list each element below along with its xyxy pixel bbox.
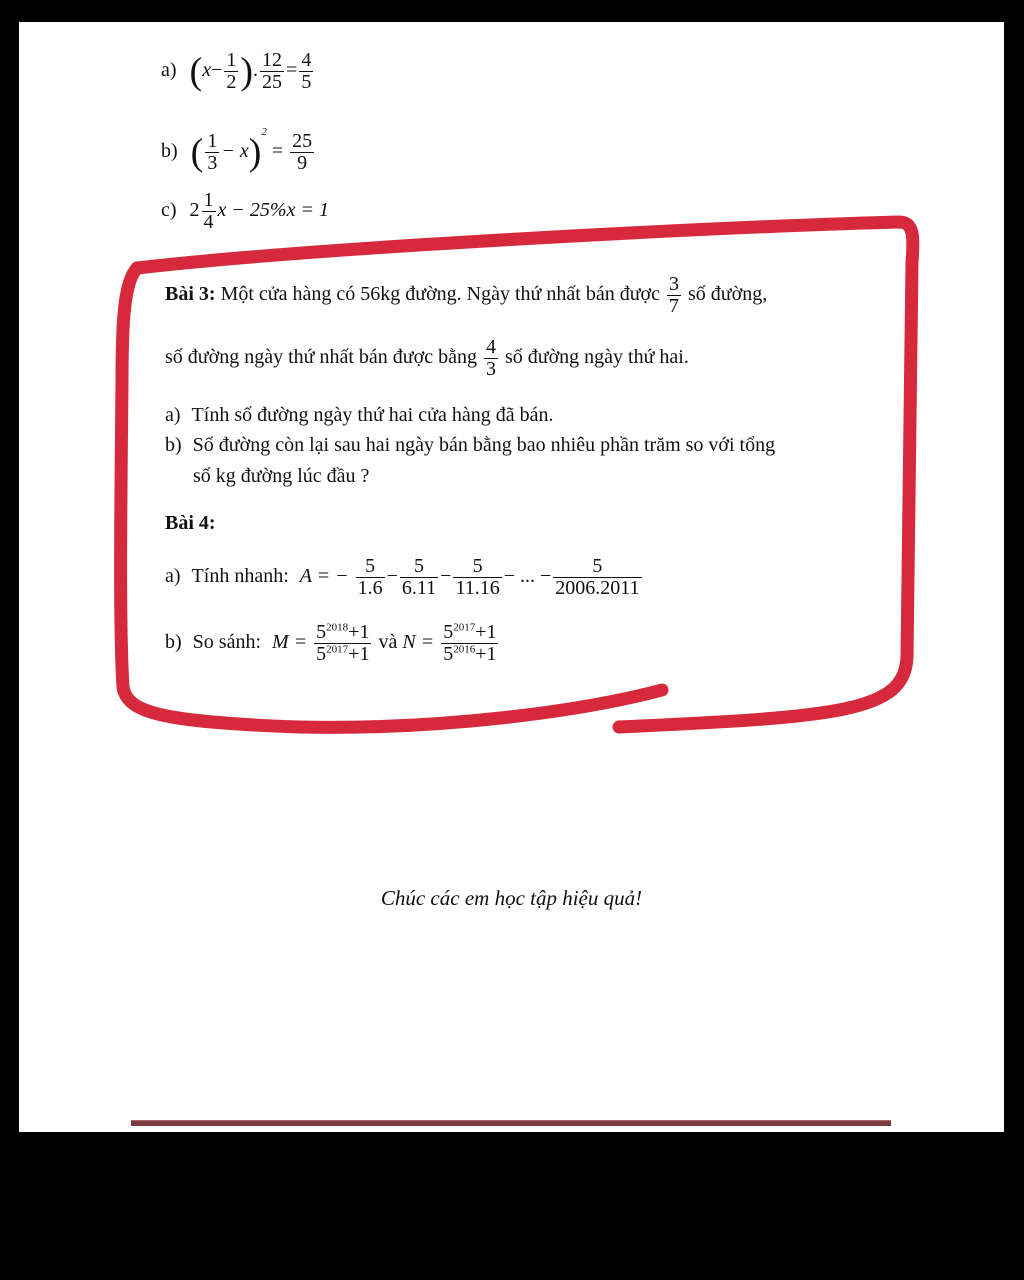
bai3-question-b-cont — [193, 465, 369, 488]
bai4-question-a — [165, 556, 644, 599]
question-text: So sánh: — [192, 631, 262, 654]
plus-one: +1 — [348, 621, 370, 643]
exercise-part-a: a) (x− $\frac{1}{2}$ ). $\frac{12}{25}$ = $\frac{4}{5}$ — [161, 49, 312, 93]
frac-num: 5 — [400, 556, 438, 578]
frac-den: 1.6 — [357, 577, 383, 599]
equals: = — [286, 59, 298, 82]
frac-den: 2006.2011 — [555, 577, 640, 599]
question-text: Số đường còn lại sau hai ngày bán bằng bao nhiêu phần trăm so với tổng — [192, 434, 776, 456]
M-lhs: M = — [272, 631, 308, 654]
bai3-line1 — [165, 274, 767, 317]
frac-num: 1 — [203, 189, 214, 211]
part-label: b) — [165, 631, 182, 654]
part-label: b) — [161, 140, 178, 162]
minus-x: − x — [221, 140, 249, 162]
ellipsis: − ... − — [503, 565, 552, 588]
frac-den: 3 — [207, 151, 218, 174]
exponent: 2 — [261, 126, 267, 138]
conjunction: và — [378, 631, 398, 654]
part-label: b) — [165, 434, 182, 456]
question-text: số kg đường lúc đầu ? — [193, 465, 370, 487]
minus-sign: − — [440, 565, 452, 588]
frac-den: 2 — [226, 71, 237, 93]
N-lhs: N = — [402, 631, 435, 654]
base: 5 — [316, 643, 327, 665]
bai3-question-a — [165, 404, 553, 427]
base: 5 — [316, 621, 327, 643]
bai3-title: Bài 3: — [165, 283, 216, 306]
frac-den: 11.16 — [455, 577, 500, 599]
frac-num: 4 — [301, 49, 312, 71]
frac-den: 7 — [669, 295, 679, 317]
bai3-text: số đường, — [688, 283, 768, 306]
part-label: c) — [161, 199, 177, 222]
bai4-title: Bài 4: — [165, 512, 216, 534]
frac-num: 3 — [669, 273, 679, 295]
exercise-part-b: b) ( $\frac{1}{3}$ − x)$^2$ = $\frac{25}{9}$ — [161, 126, 313, 174]
red-highlight-outline — [19, 22, 1004, 782]
dot: . — [253, 59, 259, 82]
bai3-line2 — [165, 337, 689, 380]
part-label: a) — [165, 565, 181, 588]
minus-sign: − — [386, 565, 398, 588]
plus-one: +1 — [475, 643, 497, 665]
frac-den: 3 — [485, 358, 496, 380]
plus-one: +1 — [348, 643, 370, 665]
frac-num: 5 — [356, 556, 385, 578]
closing-message: Chúc các em học tập hiệu quả! — [380, 886, 643, 910]
plus-one: +1 — [475, 621, 497, 643]
minus-sign: − — [211, 59, 223, 82]
frac-num: 25 — [292, 129, 313, 152]
part-label: a) — [161, 59, 177, 82]
exponent: 2018 — [326, 621, 349, 634]
frac-num: 5 — [453, 556, 501, 578]
frac-den: 5 — [301, 71, 312, 93]
question-text: Tính số đường ngày thứ hai cửa hàng đã bán. — [191, 404, 554, 426]
frac-num: 1 — [207, 129, 218, 152]
exponent: 2017 — [326, 643, 349, 656]
part-label: a) — [165, 404, 181, 426]
frac-den: 9 — [297, 151, 308, 174]
bai4-question-b — [165, 622, 500, 665]
document-page — [19, 22, 1004, 1132]
A-lhs: A = − — [299, 565, 349, 588]
frac-num: 1 — [226, 49, 237, 71]
frac-den: 25 — [262, 71, 283, 93]
frac-num: 4 — [485, 336, 496, 358]
base: 5 — [443, 621, 454, 643]
footer-rule — [131, 1120, 891, 1126]
equals: = — [271, 140, 284, 162]
frac-den: 4 — [203, 211, 214, 233]
frac-num: 12 — [262, 49, 283, 71]
bai3-question-b — [165, 434, 775, 457]
question-text: Tính nhanh: — [191, 565, 289, 588]
var-x: x — [202, 59, 212, 82]
exponent: 2016 — [453, 643, 476, 656]
equation-rest: x − 25%x = 1 — [217, 199, 329, 222]
frac-den: 6.11 — [401, 577, 437, 599]
exponent: 2017 — [453, 621, 476, 634]
bai3-text: Một cửa hàng có 56kg đường. Ngày thứ nhất bán được — [220, 283, 660, 306]
whole-number: 2 — [189, 199, 200, 222]
bai3-text: số đường ngày thứ nhất bán được bằng — [165, 346, 477, 369]
base: 5 — [443, 643, 454, 665]
bai3-text: số đường ngày thứ hai. — [504, 346, 689, 369]
frac-num: 5 — [553, 556, 641, 578]
